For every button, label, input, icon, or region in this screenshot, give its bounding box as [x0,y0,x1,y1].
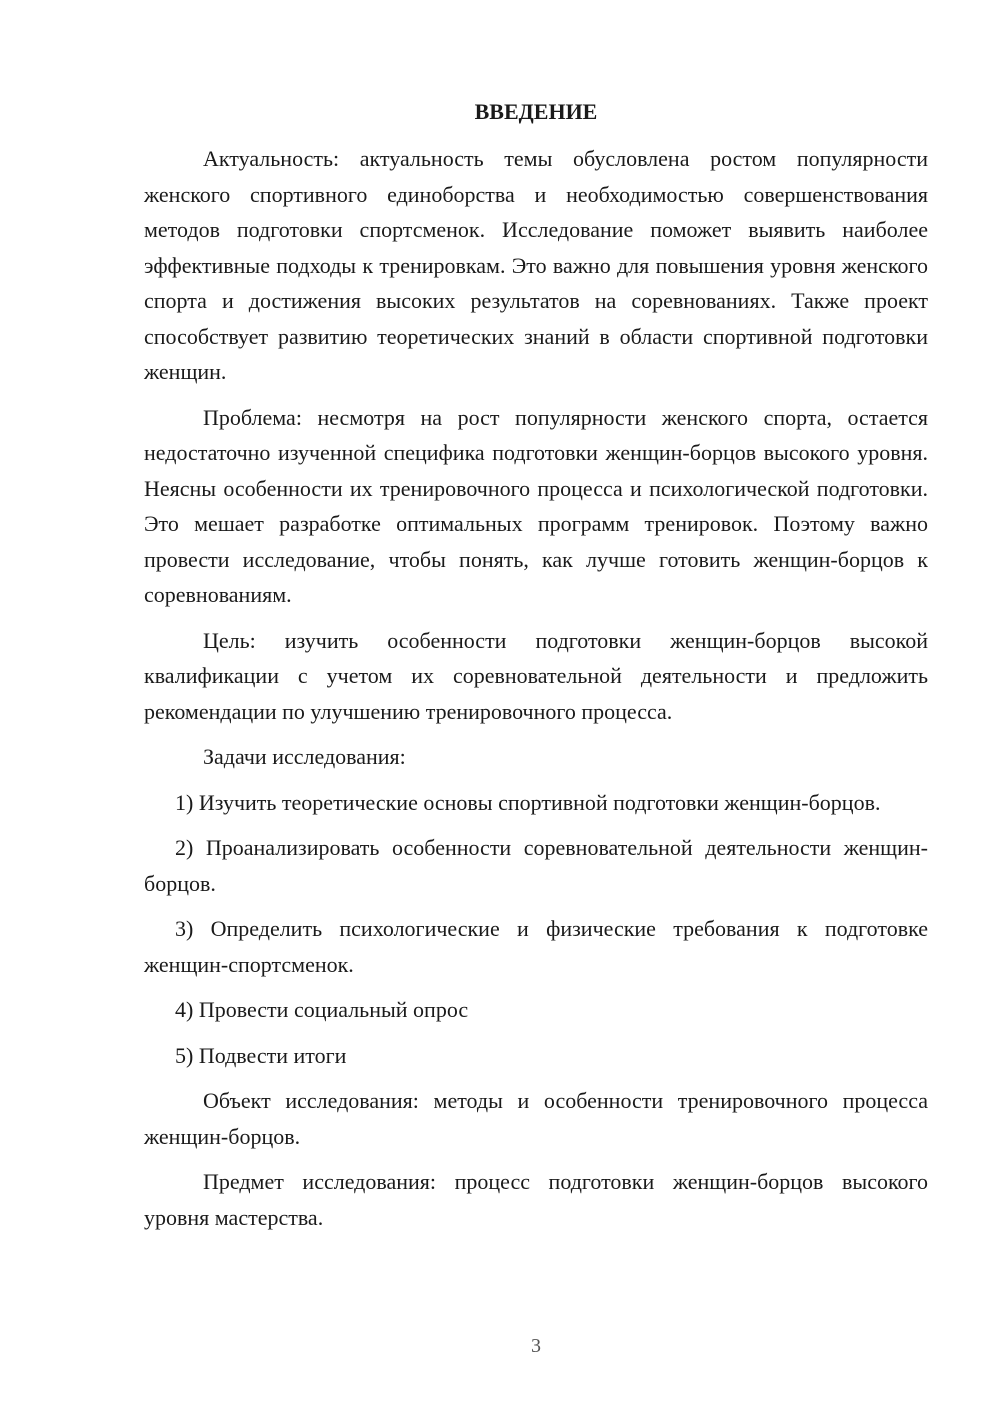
task-item: 3) Определить психологические и физические требования к подготовке женщин-спортсменок. [144,916,928,977]
task-item: 1) Изучить теоретические основы спортивной подготовки женщин-борцов. [175,789,881,815]
subject-paragraph: Предмет исследования: процесс подготовки женщин-борцов высокого уровня мастерства. [144,1169,928,1230]
task-item: 4) Провести социальный опрос [175,997,469,1022]
problem-paragraph: Проблема: несмотря на рост популярности женского спорта, остается недостаточно изученной специфика подготовки женщин-борцов высокого уровня. Неясны особенности их тренировочного процесса и психологической подготовки. Это мешает разработке оптимальных программ тренировок. Поэтому важно провести исследование, чтобы понять, как лучше готовить женщин-борцов к соревнованиям. [144,404,928,607]
task-item: 2) Проанализировать особенности соревновательной деятельности женщин-борцов. [144,835,928,896]
object-paragraph: Объект исследования: методы и особенности тренировочного процесса женщин-борцов. [144,1088,928,1149]
task-item: 5) Подвести итоги [175,1042,347,1068]
tasks-heading: Задачи исследования: [203,744,406,769]
page-title: ВВЕДЕНИЕ [474,99,598,124]
page-number: 3 [531,1335,541,1357]
relevance-paragraph: Актуальность: актуальность темы обусловлена ростом популярности женского спортивного единоборства и необходимостью совершенствования методов подготовки спортсменок. Исследование поможет выявить наиболее эффективные подходы к тренировкам. Это важно для повышения уровня женского спорта и достижения высоких результатов на соревнованиях. Также проект способствует развитию теоретических знаний в области спортивной подготовки женщин. [144,146,928,384]
document-body [144,94,928,1235]
goal-paragraph: Цель: изучить особенности подготовки женщин-борцов высокой квалификации с учетом их соревновательной деятельности и предложить рекомендации по улучшению тренировочного процесса. [144,627,928,724]
